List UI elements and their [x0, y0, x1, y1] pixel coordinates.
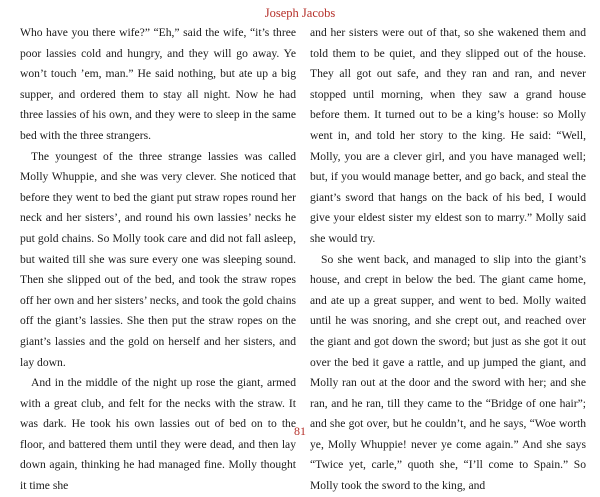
paragraph: Who have you there wife?” “Eh,” said the wife, “it’s three poor lassies cold and hungry, and they will go away. Ye won’t touch ’em, man.” He said nothing, but ate up a big supper, and ordered them to stay all night. Now he had three lassies of his own, and they were to sleep in the same bed with the three strangers.: [20, 26, 296, 142]
paragraph: And in the middle of the night up rose the giant, armed with a great club, and felt for the necks with the straw. It was dark. He took his own lassies out of bed on to the floor, and battered them until they were dead, and then lay down again, thinking he had managed fine. Molly thought it time she: [20, 376, 296, 493]
running-title: Joseph Jacobs: [264, 6, 336, 20]
paragraph: and her sisters were out of that, so she wakened them and told them to be quiet, and they slipped out of the house. They all got out safe, and they ran and ran, and never stopped until morning, when they saw a grand house before them. It turned out to be a king’s house: so Molly went in, and told her story to the king. He said: “Well, Molly, you are a clever girl, and you have managed well; but, if you would manage better, and go back, and steal the giant’s sword that hangs on the back of his bed, I would give your eldest sister my eldest son to marry.” Molly said she would try.: [310, 26, 586, 245]
paragraph: So she went back, and managed to slip into the giant’s house, and crept in below the bed. The giant came home, and ate up a great supper, and went to bed. Molly waited until he was snoring, and she crept out, and reached over the giant and got down the sword; but just as she got it out over the bed it gave a rattle, and up jumped the giant, and Molly ran out at the door and the sword with her; and she ran, and he ran, till they came to the “Bridge of one hair”; and she got over, but he couldn’t, and he says, “Woe worth ye, Molly Whuppie! never ye come again.” And she says “Twice yet, carle,” quoth she, “I’ll come to Spain.” So Molly took the sword to the king, and: [310, 252, 586, 493]
paragraph: The youngest of the three strange lassies was called Molly Whuppie, and she was very clever. She noticed that before they went to bed the giant put straw ropes round her neck and her sisters’, and round his own lassies’ necks he put gold chains. So Molly took care and did not fall asleep, but waited till she was sure every one was sleeping sound. Then she slipped out of the bed, and took the straw ropes off her own and her sisters’ necks, and took the gold chains off the giant’s lassies. She then put the straw ropes on the giant’s lassies and the gold on herself and her sisters, and lay down.: [20, 149, 296, 369]
page-number: 81: [294, 424, 306, 438]
